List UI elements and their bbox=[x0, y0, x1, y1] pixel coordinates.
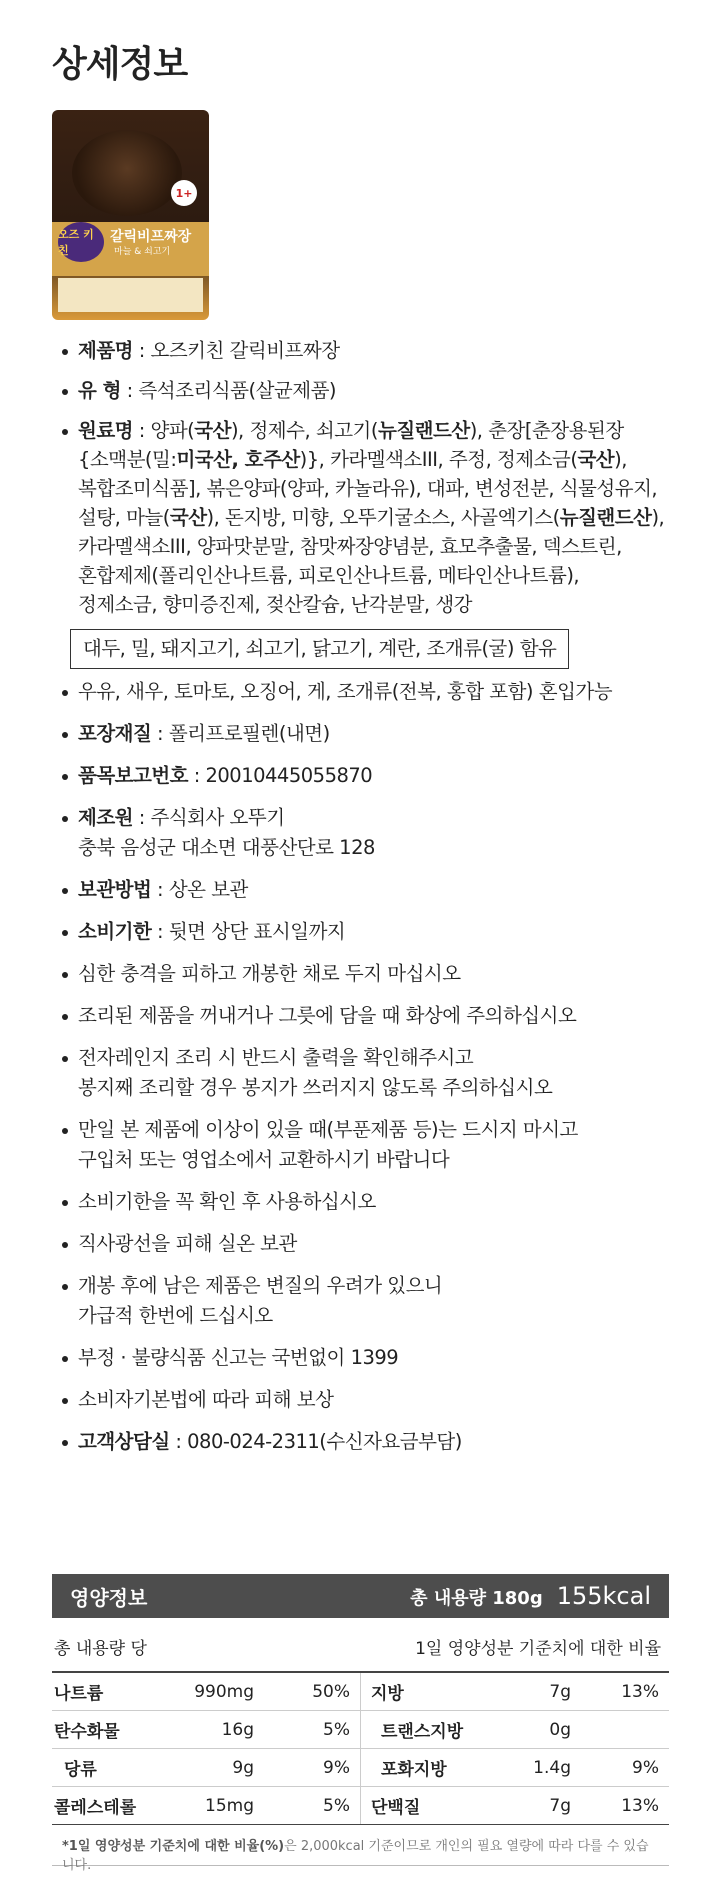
calories: 155kcal bbox=[556, 1582, 651, 1610]
info-item-ingredients: 원료명 : 양파(국산), 정제수, 쇠고기(뉴질랜드산), 춘장[춘장용된장 {소맥분(밀:미국산, 호주산)}, 카라멜색소III, 주정, 정제소금(국산), 복합조미식품], 볶은양파(양파, 카놀라유), 대파, 변성전분, 식물성유지, 설탕, 마늘(국산), 돈지방, 미향, 오뚜기굴소스, 사골엑기스(뉴질랜드산), 카라멜색소III, 양파맛분말, 참맛짜장양념분, 효모추출물, 덱스트린, 혼합제제(폴리인산나트륨, 피로인산나트륨, 메타인산나트륨), 정제소금, 향미증진제, 젖산칼슘, 난각분말, 생강 bbox=[60, 416, 680, 619]
nutrient-row: 단백질 7g 13% bbox=[371, 1795, 659, 1818]
nutrient-row: 탄수화물 16g 5% bbox=[52, 1711, 360, 1749]
package-label bbox=[58, 278, 203, 312]
nutrition-column-left bbox=[52, 1673, 361, 1824]
nutrition-column-right bbox=[361, 1673, 669, 1824]
notice-item: 만일 본 제품에 이상이 있을 때(부푼제품 등)는 드시지 마시고 구입처 또는 영업소에서 교환하시기 바랍니다 bbox=[60, 1115, 680, 1175]
product-image bbox=[52, 110, 209, 320]
allergy-box: 대두, 밀, 돼지고기, 쇠고기, 닭고기, 계란, 조개류(굴) 함유 bbox=[70, 629, 569, 669]
per-serving-label: 총 내용량 당 bbox=[54, 1639, 147, 1659]
product-info-list bbox=[60, 336, 680, 1457]
nutrition-footnote: *1일 영양성분 기준치에 대한 비율(%)은 2,000kcal 기준이므로 개인의 필요 열량에 따라 다를 수 있습니다. bbox=[52, 1824, 669, 1866]
notice-item: 심한 충격을 피하고 개봉한 채로 두지 마십시오 bbox=[60, 959, 680, 989]
manufacturer-address: 충북 음성군 대소면 대풍산단로 128 bbox=[78, 836, 375, 859]
info-item-expiry: 소비기한 : 뒷면 상단 표시일까지 bbox=[60, 917, 680, 947]
notice-item: 소비자기본법에 따라 피해 보상 bbox=[60, 1385, 680, 1415]
nutrition-header bbox=[52, 1574, 669, 1618]
allergy-notice-row bbox=[60, 629, 680, 669]
nutrient-row: 콜레스테롤 15mg 5% bbox=[54, 1795, 350, 1818]
nutrient-row: 트랜스지방 0g bbox=[361, 1711, 669, 1749]
info-item-name: 제품명 : 오즈키친 갈릭비프짜장 bbox=[60, 336, 680, 366]
nutrition-subheader bbox=[52, 1618, 669, 1673]
info-item-storage: 보관방법 : 상온 보관 bbox=[60, 875, 680, 905]
info-item-type: 유 형 : 즉석조리식품(살균제품) bbox=[60, 376, 680, 406]
nutrient-row: 나트륨 990mg 50% bbox=[52, 1673, 360, 1711]
notice-item: 소비기한을 꼭 확인 후 사용하십시오 bbox=[60, 1187, 680, 1217]
notice-item: 전자레인지 조리 시 반드시 출력을 확인해주시고 봉지째 조리할 경우 봉지가 쓰러지지 않도록 주의하십시오 bbox=[60, 1043, 680, 1103]
package-product-name: 갈릭비프짜장 bbox=[110, 229, 192, 245]
nutrient-row: 포화지방 1.4g 9% bbox=[361, 1749, 669, 1787]
food-bowl-graphic bbox=[72, 130, 182, 216]
award-badge: 1+ bbox=[171, 180, 197, 206]
daily-value-label: 1일 영양성분 기준치에 대한 비율 bbox=[415, 1639, 661, 1659]
notice-item: 조리된 제품을 꺼내거나 그릇에 담을 때 화상에 주의하십시오 bbox=[60, 1001, 680, 1031]
info-item-cross-contamination: 우유, 새우, 토마토, 오징어, 게, 조개류(전복, 홍합 포함) 혼입가능 bbox=[60, 677, 680, 707]
info-item-packaging: 포장재질 : 폴리프로필렌(내면) bbox=[60, 719, 680, 749]
info-item-report-number: 품목보고번호 : 20010445055870 bbox=[60, 761, 680, 791]
nutrient-row: 지방 7g 13% bbox=[361, 1673, 669, 1711]
info-item-manufacturer: 제조원 : 주식회사 오뚜기 충북 음성군 대소면 대풍산단로 128 bbox=[60, 803, 680, 863]
nutrition-facts bbox=[52, 1574, 669, 1873]
nutrition-grid bbox=[52, 1673, 669, 1824]
info-item-customer-service: 고객상담실 : 080-024-2311(수신자요금부담) bbox=[60, 1427, 680, 1457]
total-amount: 총 내용량 180g bbox=[410, 1588, 543, 1609]
notice-item: 직사광선을 피해 실온 보관 bbox=[60, 1229, 680, 1259]
nutrient-row: 당류 9g 9% bbox=[52, 1749, 360, 1787]
package-subtitle: 마늘 & 쇠고기 bbox=[114, 247, 171, 257]
nutrition-title: 영양정보 bbox=[70, 1585, 148, 1610]
brand-logo: 오즈 키친 bbox=[58, 222, 104, 262]
page-title: 상세정보 bbox=[52, 44, 188, 85]
notice-item: 부정 · 불량식품 신고는 국번없이 1399 bbox=[60, 1343, 680, 1373]
notice-item: 개봉 후에 남은 제품은 변질의 우려가 있으니 가급적 한번에 드십시오 bbox=[60, 1271, 680, 1331]
